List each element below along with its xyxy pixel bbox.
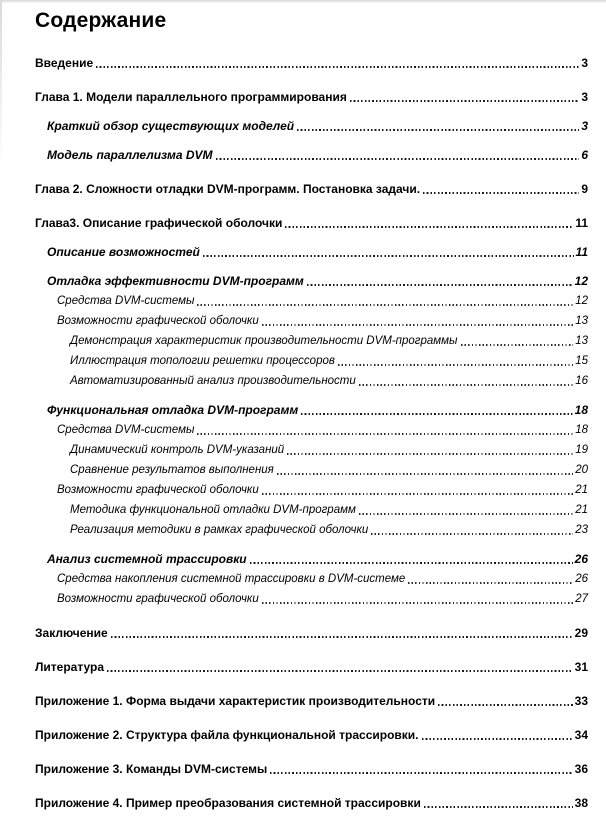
dot-leader — [307, 284, 573, 286]
dot-leader — [408, 582, 573, 584]
toc-entry[interactable] — [35, 288, 588, 308]
toc-entry-title: Литература — [35, 660, 105, 674]
toc-entry-page: 33 — [574, 694, 588, 708]
toc-entry-title: Функциональная отладка DVM-программ — [47, 403, 299, 417]
dot-leader — [262, 324, 573, 326]
toc-entry[interactable] — [35, 477, 588, 497]
toc-entry-page: 3 — [581, 56, 588, 70]
toc-entry[interactable] — [35, 688, 588, 708]
toc-entry-page: 21 — [575, 504, 588, 516]
toc-entry-title: Методика функциональной отладки DVM-программ — [70, 504, 356, 516]
dot-leader — [262, 602, 573, 604]
toc-entry[interactable] — [35, 517, 588, 537]
dot-leader — [461, 344, 574, 346]
toc-entry-page: 26 — [574, 552, 588, 566]
dot-leader — [301, 413, 572, 415]
toc-entry[interactable] — [35, 142, 588, 162]
toc-entry-title: Средства DVM-системы — [57, 424, 195, 436]
toc-entry[interactable] — [35, 566, 588, 586]
toc-entry[interactable] — [35, 756, 588, 776]
toc-entry[interactable] — [35, 328, 588, 348]
toc-entry-page: 36 — [574, 762, 588, 776]
toc-entry-page: 27 — [575, 593, 588, 605]
page-title: Содержание — [35, 9, 167, 32]
toc-entry[interactable] — [35, 397, 588, 417]
dot-leader — [359, 384, 573, 386]
page-edge-top — [0, 0, 606, 3]
toc-entry-page: 34 — [574, 728, 588, 742]
toc-entry-page: 11 — [575, 216, 588, 230]
dot-leader — [297, 129, 579, 131]
dot-leader — [287, 453, 573, 455]
toc-entry-page: 15 — [575, 355, 588, 367]
toc-entry-title: Реализация методики в рамках графической оболочки — [70, 524, 369, 536]
dot-leader — [216, 158, 580, 160]
toc-entry-page: 18 — [574, 403, 588, 417]
dot-leader — [424, 806, 573, 808]
toc-entry-page: 19 — [575, 444, 588, 456]
toc-entry-title: Возможности графической оболочки — [57, 484, 259, 496]
toc-entry[interactable] — [35, 210, 588, 230]
toc-entry-page: 3 — [581, 119, 588, 133]
toc-entry-page: 18 — [575, 424, 588, 436]
toc-entry[interactable] — [35, 308, 588, 328]
toc-entry-title: Глава 1. Модели параллельного программирования — [35, 90, 347, 104]
dot-leader — [270, 772, 572, 774]
toc-entry-title: Возможности графической оболочки — [57, 593, 259, 605]
dot-leader — [203, 255, 574, 257]
toc-entry-page: 29 — [574, 626, 588, 640]
toc-entry-page: 11 — [575, 245, 588, 259]
toc-entry-page: 23 — [575, 524, 588, 536]
toc-entry-title: Глава 2. Сложности отладки DVM-программ. Постановка задачи. — [35, 182, 421, 196]
toc-entry-page: 31 — [574, 660, 588, 674]
toc-entry[interactable] — [35, 113, 588, 133]
toc-entry[interactable] — [35, 239, 588, 259]
dot-leader — [285, 226, 573, 228]
page-edge-left — [0, 0, 2, 170]
toc-entry-title: Отладка эффективности DVM-программ — [47, 274, 304, 288]
toc-list — [35, 50, 588, 810]
toc-entry-page: 16 — [575, 375, 588, 387]
toc-entry[interactable] — [35, 457, 588, 477]
toc-entry-title: Динамический контроль DVM-указаний — [70, 444, 285, 456]
toc-entry-title: Заключение — [35, 626, 108, 640]
dot-leader — [338, 364, 573, 366]
toc-entry-title: Демонстрация характеристик производительности DVM-программы — [70, 335, 458, 347]
toc-entry-page: 26 — [575, 573, 588, 585]
toc-entry[interactable] — [35, 417, 588, 437]
toc-entry[interactable] — [35, 586, 588, 606]
toc-entry[interactable] — [35, 654, 588, 674]
toc-entry[interactable] — [35, 84, 588, 104]
dot-leader — [350, 100, 579, 102]
toc-entry-page: 12 — [574, 274, 588, 288]
toc-entry-title: Анализ системной трассировки — [47, 552, 247, 566]
toc-entry[interactable] — [35, 722, 588, 742]
toc-entry-title: Краткий обзор существующих моделей — [47, 119, 295, 133]
dot-leader — [438, 704, 572, 706]
toc-entry-page: 3 — [581, 90, 588, 104]
toc-entry[interactable] — [35, 497, 588, 517]
toc-entry-page: 6 — [581, 148, 588, 162]
toc-entry-title: Иллюстрация топологии решетки процессоров — [70, 355, 335, 367]
toc-entry-title: Приложение 4. Пример преобразования системной трассировки — [35, 796, 421, 810]
dot-leader — [423, 192, 579, 194]
dot-leader — [197, 304, 573, 306]
toc-entry-page: 21 — [575, 484, 588, 496]
toc-entry-title: Средства накопления системной трассировки в DVM-системе — [57, 573, 406, 585]
toc-entry-page: 12 — [575, 295, 588, 307]
toc-entry[interactable] — [35, 268, 588, 288]
dot-leader — [359, 513, 573, 515]
toc-entry-title: Сравнение результатов выполнения — [70, 464, 274, 476]
toc-entry-title: Приложение 2. Структура файла функциональной трассировки. — [35, 728, 419, 742]
dot-leader — [96, 66, 579, 68]
toc-entry-title: Описание возможностей — [47, 245, 200, 259]
dot-leader — [277, 473, 573, 475]
toc-entry-title: Средства DVM-системы — [57, 295, 195, 307]
toc-entry[interactable] — [35, 50, 588, 70]
dot-leader — [262, 493, 573, 495]
toc-entry-title: Приложение 1. Форма выдачи характеристик производительности — [35, 694, 436, 708]
toc-entry-page: 38 — [574, 796, 588, 810]
dot-leader — [197, 433, 573, 435]
toc-entry[interactable] — [35, 790, 588, 810]
toc-entry-page: 9 — [581, 182, 588, 196]
dot-leader — [250, 562, 573, 564]
dot-leader — [422, 738, 573, 740]
dot-leader — [107, 670, 573, 672]
toc-entry-title: Глава3. Описание графической оболочки — [35, 216, 283, 230]
toc-entry-title: Модель параллелизма DVM — [47, 148, 213, 162]
toc-entry[interactable] — [35, 348, 588, 368]
dot-leader — [111, 636, 573, 638]
toc-entry[interactable] — [35, 368, 588, 388]
toc-entry-title: Автоматизированный анализ производительности — [70, 375, 356, 387]
toc-entry[interactable] — [35, 546, 588, 566]
toc-entry[interactable] — [35, 620, 588, 640]
toc-entry-page: 13 — [575, 335, 588, 347]
toc-entry-title: Приложение 3. Команды DVM-системы — [35, 762, 268, 776]
toc-entry-page: 20 — [575, 464, 588, 476]
toc-entry[interactable] — [35, 437, 588, 457]
toc-entry-title: Возможности графической оболочки — [57, 315, 259, 327]
toc-entry[interactable] — [35, 176, 588, 196]
toc-entry-page: 13 — [575, 315, 588, 327]
toc-entry-title: Введение — [35, 56, 94, 70]
dot-leader — [371, 533, 573, 535]
